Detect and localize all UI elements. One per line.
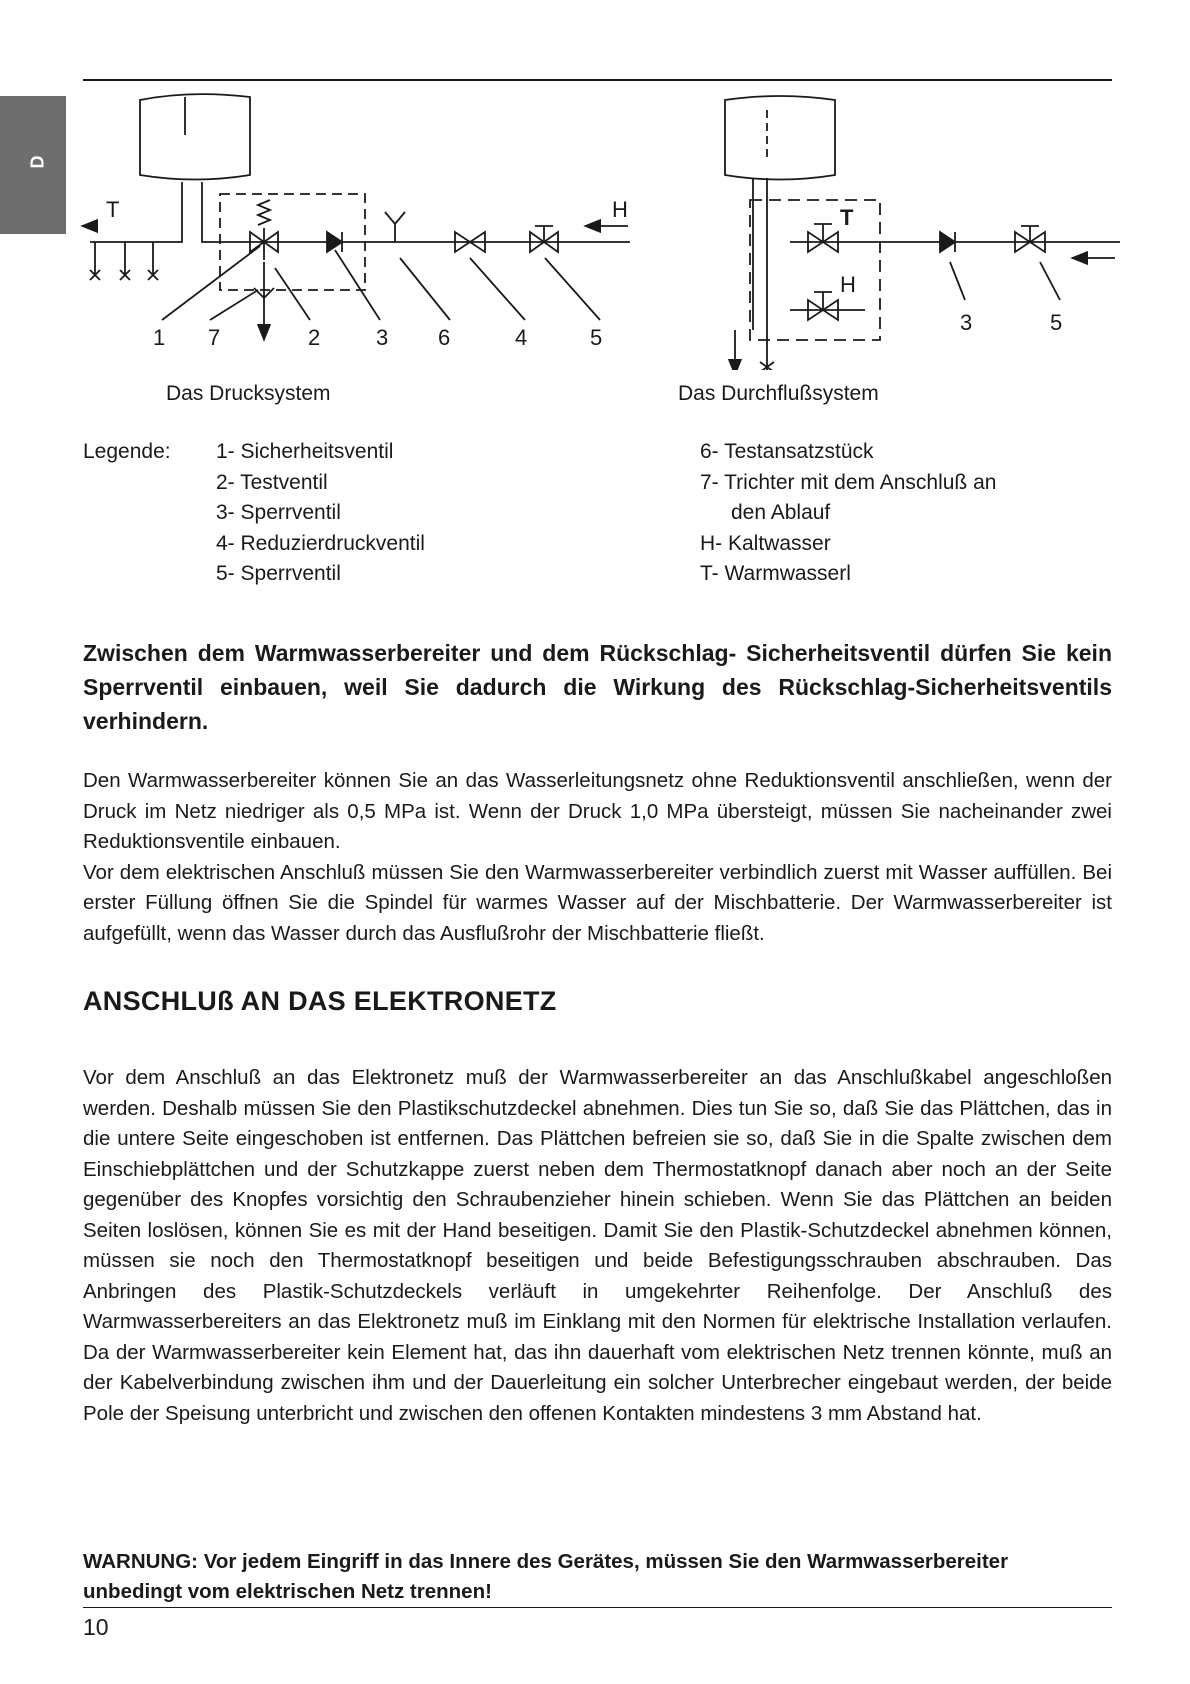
legend-item: 2- Testventil	[216, 470, 328, 494]
label-6: 6	[438, 325, 451, 350]
paragraph-3: Vor dem Anschluß an das Elektronetz muß der Warmwasserbereiter an das Anschlußkabel angeschloßen werden. Deshalb müssen Sie den Plastikschutzdeckel abnehmen. Dies tun Sie so, daß Sie das Plättchen, das in die untere Seite eingeschoben ist entfernen. Das Plättchen befreien sie so, daß Sie in die Spalte zwischen dem Einschiebplättchen und der Schutzkappe zuerst neben dem Thermostatknopf danach aber noch an der Seite gegenüber des Knopfes vorsichtig den Schraubenzieher hinein schieben. Wenn Sie das Plättchen an beiden Seiten loslösen, können Sie es mit der Hand beseitigen. Damit Sie den Plastik-Schutzdeckel abnehmen können, müssen sie noch den Thermostatknopf beseitigen und beide Befestigungsschrauben abschrauben. Das Anbringen des Plastik-Schutzdeckels verläuft in umgekehrter Reihenfolge. Der Anschluß des Warmwasserbereiters an das Elektronetz muß im Einklang mit den Normen für elektrische Installation verlaufen. Da der Warmwasserbereiter kein Element hat, das ihn dauerhaft vom elektrischen Netz trennen könnte, muß an der Kabelverbindung zwischen ihm und der Dauerleitung ein solcher Unterbrecher eingebaut werden, der beide Pole der Speisung unterbricht und zwischen den offenen Kontakten mindestens 3 mm Abstand hat.	[83, 1066, 1112, 1425]
tank-right	[725, 96, 835, 180]
mixing-unit-box	[750, 200, 880, 340]
caption-pressure-system: Das Drucksystem	[166, 382, 331, 405]
legend-item: 6- Testansatzstück	[700, 440, 874, 463]
legend-item: 3- Sperrventil	[216, 501, 341, 524]
label-5-right: 5	[1050, 310, 1063, 335]
flow-system-diagram	[725, 96, 1120, 370]
legend-col-2	[700, 437, 996, 590]
legend-item: 4- Reduzierdruckventil	[216, 531, 425, 555]
legend-item: 1- Sicherheitsventil	[216, 440, 394, 463]
label-3-right: 3	[960, 310, 973, 335]
label-5: 5	[590, 325, 603, 350]
tank-left	[140, 94, 250, 179]
final-warning: WARNUNG: Vor jedem Eingriff in das Innere des Gerätes, müssen Sie den Warmwasserbereiter unbedingt vom elektrischen Netz trennen!	[83, 1550, 1009, 1603]
paragraph-1: Den Warmwasserbereiter können Sie an das Wasserleitungsnetz ohne Reduktionsventil anschließen, wenn der Druck im Netz niedriger als 0,5 MPa ist. Wenn der Druck 1,0 MPa übersteigt, müssen Sie nacheinander zwei Reduktionsventile einbauen.	[83, 769, 1112, 853]
language-tab-label: D	[27, 155, 48, 169]
label-2: 2	[308, 325, 321, 350]
warning-lead: Zwischen dem Warmwasserbereiter und dem Rückschlag- Sicherheitsventil dürfen Sie kein Sperrventil einbauen, weil Sie dadurch die Wirkung des Rückschlag-Sicherheitsventils verhindern.	[83, 640, 1112, 734]
label-3: 3	[376, 325, 389, 350]
legend-item: H- Kaltwasser	[700, 531, 831, 555]
pressure-system-diagram	[82, 94, 630, 350]
legend-title: Legende:	[83, 440, 171, 463]
top-rule	[83, 79, 1112, 81]
legend-col-1	[216, 437, 425, 590]
label-4: 4	[515, 325, 528, 350]
caption-flow-system: Das Durchflußsystem	[678, 382, 879, 405]
label-cold-water-left: H	[612, 197, 628, 222]
label-7: 7	[208, 325, 221, 350]
label-cold-water-right: H	[840, 272, 856, 297]
paragraph-2: Vor dem elektrischen Anschluß müssen Sie den Warmwasserbereiter verbindlich zuerst mit Wasser auffüllen. Bei erster Füllung öffnen Sie die Spindel für warmes Wasser auf der Mischbatterie. Der Warmwasserbereiter ist aufgefüllt, wenn das Wasser durch das Ausflußrohr der Mischbatterie fließt.	[83, 860, 1112, 945]
legend-item: den Ablauf	[731, 501, 831, 524]
legend-item: 7- Trichter mit dem Anschluß an	[700, 470, 997, 494]
plumbing-diagrams	[0, 90, 1190, 370]
legend-item: 5- Sperrventil	[216, 562, 341, 585]
legend-item: T- Warmwasserl	[700, 562, 851, 585]
bottom-rule	[83, 1607, 1112, 1608]
page-number: 10	[83, 1614, 109, 1640]
label-hot-water-right: T	[840, 205, 854, 230]
paragraph-pressure	[83, 766, 1112, 949]
label-1: 1	[153, 325, 166, 350]
label-hot-water-left: T	[106, 197, 120, 222]
section-title: ANSCHLUß AN DAS ELEKTRONETZ	[83, 986, 557, 1016]
